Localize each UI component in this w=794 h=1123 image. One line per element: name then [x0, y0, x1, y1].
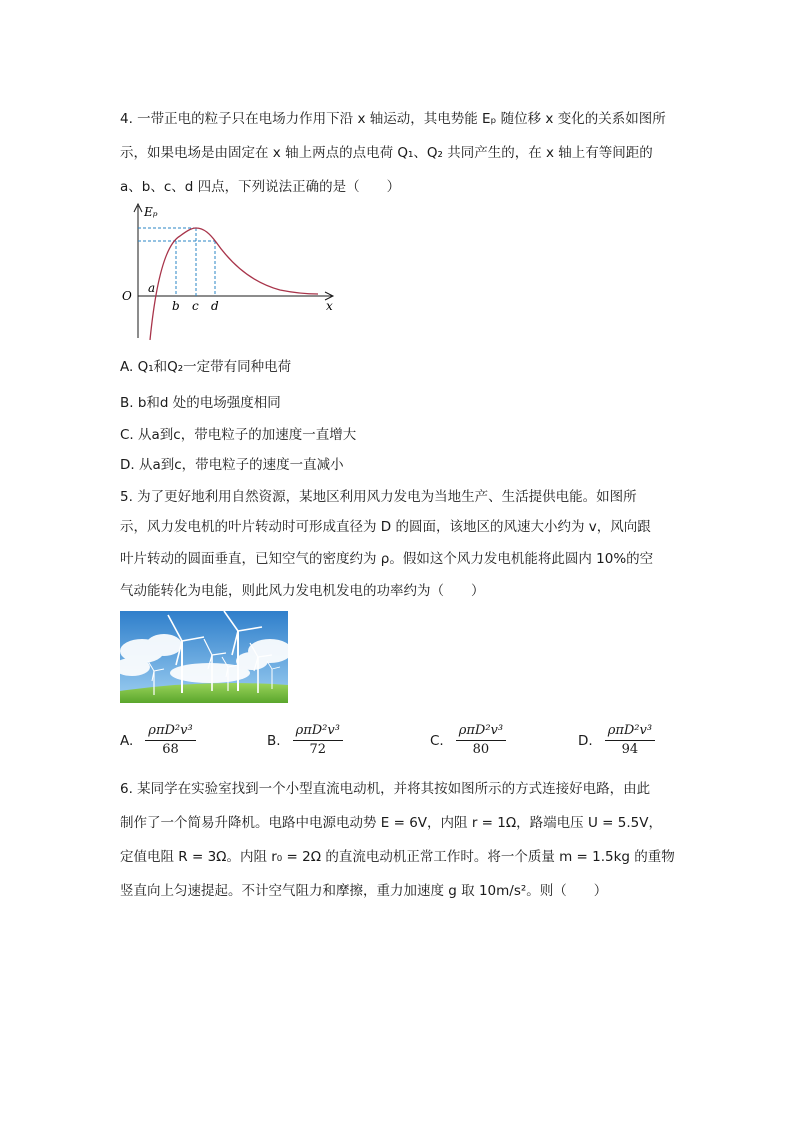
point-label-c: c: [192, 299, 199, 313]
point-label-a: a: [148, 281, 156, 295]
q4-option-d: D. 从a到c，带电粒子的速度一直减小: [120, 457, 344, 473]
ep-curve: [150, 228, 318, 340]
q5-option-b-numerator: ρπD²v³: [293, 722, 343, 741]
q4-option-a: A. Q₁和Q₂一定带有同种电荷: [120, 359, 292, 375]
q6-stem-line-4: 竖直向上匀速提起。不计空气阻力和摩擦，重力加速度 g 取 10m/s²。则（ ）: [120, 883, 608, 899]
q5-option-d-denominator: 94: [621, 742, 639, 757]
q5-option-d-numerator: ρπD²v³: [605, 722, 655, 741]
q5-option-b-denominator: 72: [309, 742, 327, 757]
q5-option-c-numerator: ρπD²v³: [456, 722, 506, 741]
x-axis-label: x: [326, 299, 333, 313]
point-label-b: b: [172, 299, 180, 313]
q5-option-c-denominator: 80: [472, 742, 490, 757]
q5-stem-line-1: 5. 为了更好地利用自然资源，某地区利用风力发电为当地生产、生活提供电能。如图所: [120, 489, 637, 505]
q6-stem-line-2: 制作了一个简易升降机。电路中电源电动势 E = 6V，内阻 r = 1Ω，路端电压 U = 5.5V，: [120, 815, 662, 831]
q5-option-d: D. $\frac{\text{ρπD²v³}}{94}$: [578, 722, 655, 759]
q6-stem-line-1: 6. 某同学在实验室找到一个小型直流电动机，并将其按如图所示的方式连接好电路，由此: [120, 781, 651, 797]
q4-stem-line-2: 示，如果电场是由固定在 x 轴上两点的点电荷 Q₁、Q₂ 共同产生的，在 x 轴上有等间距的: [120, 145, 653, 161]
q4-stem-line-1: 4. 一带正电的粒子只在电场力作用下沿 x 轴运动，其电势能 Eₚ 随位移 x 变化的关系如图所: [120, 111, 666, 127]
q5-option-a: A. $\frac{\text{ρπD²v³}}{68}$: [120, 722, 196, 759]
q6-stem-line-3: 定值电阻 R = 3Ω。内阻 r₀ = 2Ω 的直流电动机正常工作时。将一个质量 m = 1.5kg 的重物: [120, 849, 675, 865]
q5-option-c: C. $\frac{\text{ρπD²v³}}{80}$: [430, 722, 506, 759]
q5-stem-line-2: 示，风力发电机的叶片转动时可形成直径为 D 的圆面，该地区的风速大小约为 v，风向跟: [120, 519, 651, 535]
wind-turbine-photo: [120, 611, 288, 703]
q4-stem-line-3: a、b、c、d 四点，下列说法正确的是（ ）: [120, 179, 401, 195]
ep-x-graph: [120, 200, 340, 340]
q5-stem-line-3: 叶片转动的圆面垂直，已知空气的密度约为 ρ。假如这个风力发电机能将此圆内 10%的空: [120, 551, 654, 567]
origin-label: O: [122, 289, 132, 303]
q5-stem-line-4: 气动能转化为电能，则此风力发电机发电的功率约为（ ）: [120, 583, 485, 599]
y-axis-label: Eₚ: [144, 205, 158, 219]
q5-option-a-denominator: 68: [162, 742, 179, 757]
q5-option-a-numerator: ρπD²v³: [145, 722, 195, 741]
q4-option-c: C. 从a到c，带电粒子的加速度一直增大: [120, 427, 357, 443]
q5-option-b: B. $\frac{\text{ρπD²v³}}{72}$: [267, 722, 343, 759]
point-label-d: d: [211, 299, 219, 313]
q4-option-b: B. b和d 处的电场强度相同: [120, 395, 281, 411]
